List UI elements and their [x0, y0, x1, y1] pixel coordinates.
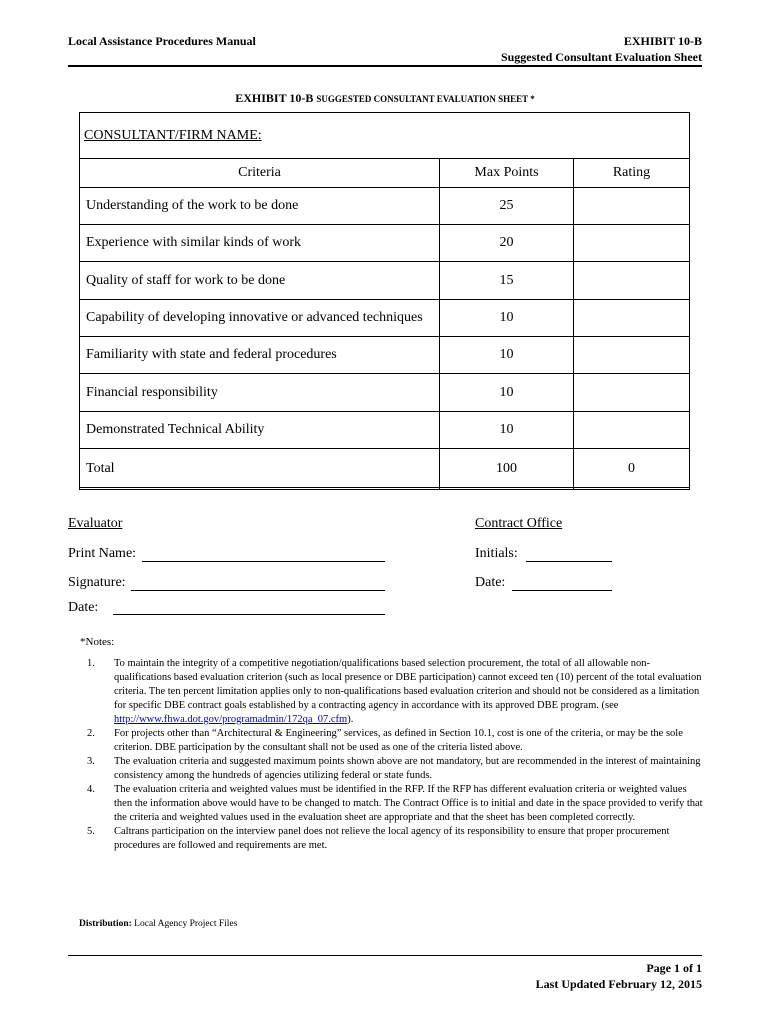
criteria-cell: Financial responsibility	[80, 374, 440, 412]
rating-input[interactable]	[574, 412, 690, 449]
points-cell: 20	[440, 225, 574, 262]
distribution	[79, 919, 237, 929]
signature-field[interactable]	[131, 590, 385, 591]
note-number: 4.	[87, 784, 95, 795]
note-item	[87, 657, 707, 727]
note-text: To maintain the integrity of a competitive negotiation/qualifications based selection procurement, the total of all allowable non-qualifications based evaluation criterion (such as local presence or DBE participation) cannot exceed ten (10) percent of the total evaluation criteria. The ten percent limitation applies only to non-qualifications based evaluation criterion and should not be considered as a limitation for specific DBE contract goals established by a contracting agency in accordance with its approved DBE program. (see	[114, 658, 702, 711]
distribution-label: Distribution:	[79, 919, 132, 929]
evaluation-table	[79, 158, 690, 490]
table-row	[80, 374, 690, 412]
initials-label: Initials:	[475, 546, 518, 561]
firm-name-label: CONSULTANT/FIRM NAME:	[84, 128, 262, 143]
note-text: The evaluation criteria and suggested maximum points shown above are not mandatory, but are recommended in the interest of maintaining consistency among the hundreds of agencies utilizing federal or state funds.	[114, 756, 701, 781]
exhibit-subtitle: Suggested Consultant Evaluation Sheet	[500, 50, 702, 64]
contract-office-heading: Contract Office	[475, 516, 563, 531]
note-number: 3.	[87, 756, 95, 767]
points-cell: 10	[440, 412, 574, 449]
exhibit-label: EXHIBIT 10-B	[623, 34, 702, 48]
footer-divider	[68, 955, 702, 956]
note-number: 5.	[87, 826, 95, 837]
note-item	[87, 783, 707, 825]
table-row	[80, 262, 690, 300]
criteria-cell: Understanding of the work to be done	[80, 188, 440, 225]
criteria-cell: Familiarity with state and federal procedures	[80, 337, 440, 374]
office-date-field[interactable]	[512, 590, 612, 591]
table-header-row	[80, 159, 690, 188]
note-item	[87, 755, 707, 783]
notes-heading: *Notes:	[80, 636, 115, 648]
table-row	[80, 225, 690, 262]
notes-list	[87, 657, 707, 853]
page-number: Page 1 of 1	[646, 961, 702, 975]
signature-label: Signature:	[68, 575, 126, 590]
table-row	[80, 300, 690, 337]
note-number: 1.	[87, 658, 95, 669]
print-name-label: Print Name:	[68, 546, 137, 561]
total-row	[80, 449, 690, 490]
rating-input[interactable]	[574, 188, 690, 225]
note-text: Caltrans participation on the interview panel does not relieve the local agency of its responsibility to ensure that proper procurement procedures are followed and requirements are met.	[114, 826, 670, 851]
points-cell: 25	[440, 188, 574, 225]
office-date-label: Date:	[475, 575, 506, 590]
criteria-cell: Demonstrated Technical Ability	[80, 412, 440, 449]
initials-field[interactable]	[526, 561, 612, 562]
distribution-value: Local Agency Project Files	[134, 919, 238, 929]
rating-input[interactable]	[574, 262, 690, 300]
max-points-header: Max Points	[440, 159, 574, 188]
criteria-cell: Experience with similar kinds of work	[80, 225, 440, 262]
note-item	[87, 727, 707, 755]
total-label: Total	[80, 449, 440, 490]
criteria-cell: Capability of developing innovative or advanced techniques	[80, 300, 440, 337]
points-cell: 10	[440, 300, 574, 337]
rating-header: Rating	[574, 159, 690, 188]
note-number: 2.	[87, 728, 95, 739]
note-text: The evaluation criteria and weighted values must be identified in the RFP. If the RFP has different evaluation criteria or weighted values then the information above would have to be changed to match. The Contract Office is to initial and date in the space provided to verify that the criteria and weighted values used in the evaluation sheet are appropriate and that the sheet has been completed correctly.	[114, 784, 703, 823]
note-text-end: ).	[347, 714, 354, 725]
points-cell: 15	[440, 262, 574, 300]
criteria-header: Criteria	[80, 159, 440, 188]
points-cell: 10	[440, 374, 574, 412]
table-row	[80, 337, 690, 374]
rating-input[interactable]	[574, 337, 690, 374]
last-updated: Last Updated February 12, 2015	[535, 977, 702, 991]
fhwa-link[interactable]: http://www.fhwa.dot.gov/programadmin/172qa_07.cfm	[114, 714, 348, 725]
print-name-field[interactable]	[142, 561, 385, 562]
total-points: 100	[440, 449, 574, 490]
criteria-cell: Quality of staff for work to be done	[80, 262, 440, 300]
page-title	[0, 91, 770, 106]
header-divider	[68, 65, 702, 67]
note-text: For projects other than “Architectural & Engineering” services, as defined in Section 10.1, cost is one of the criteria, or may be the sole criterion. DBE participation by the consultant shall not be used as one of the criteria listed above.	[114, 728, 683, 753]
note-item	[87, 825, 707, 853]
evaluator-date-field[interactable]	[113, 614, 385, 615]
rating-input[interactable]	[574, 374, 690, 412]
manual-title: Local Assistance Procedures Manual	[68, 34, 256, 48]
table-row	[80, 412, 690, 449]
rating-input[interactable]	[574, 225, 690, 262]
total-rating: 0	[574, 449, 690, 490]
evaluator-date-label: Date:	[68, 600, 99, 615]
points-cell: 10	[440, 337, 574, 374]
evaluator-heading: Evaluator	[68, 516, 123, 531]
title-rest: SUGGESTED CONSULTANT EVALUATION SHEET *	[316, 94, 535, 104]
rating-input[interactable]	[574, 300, 690, 337]
table-row	[80, 188, 690, 225]
title-prefix: EXHIBIT 10-B	[235, 91, 314, 105]
